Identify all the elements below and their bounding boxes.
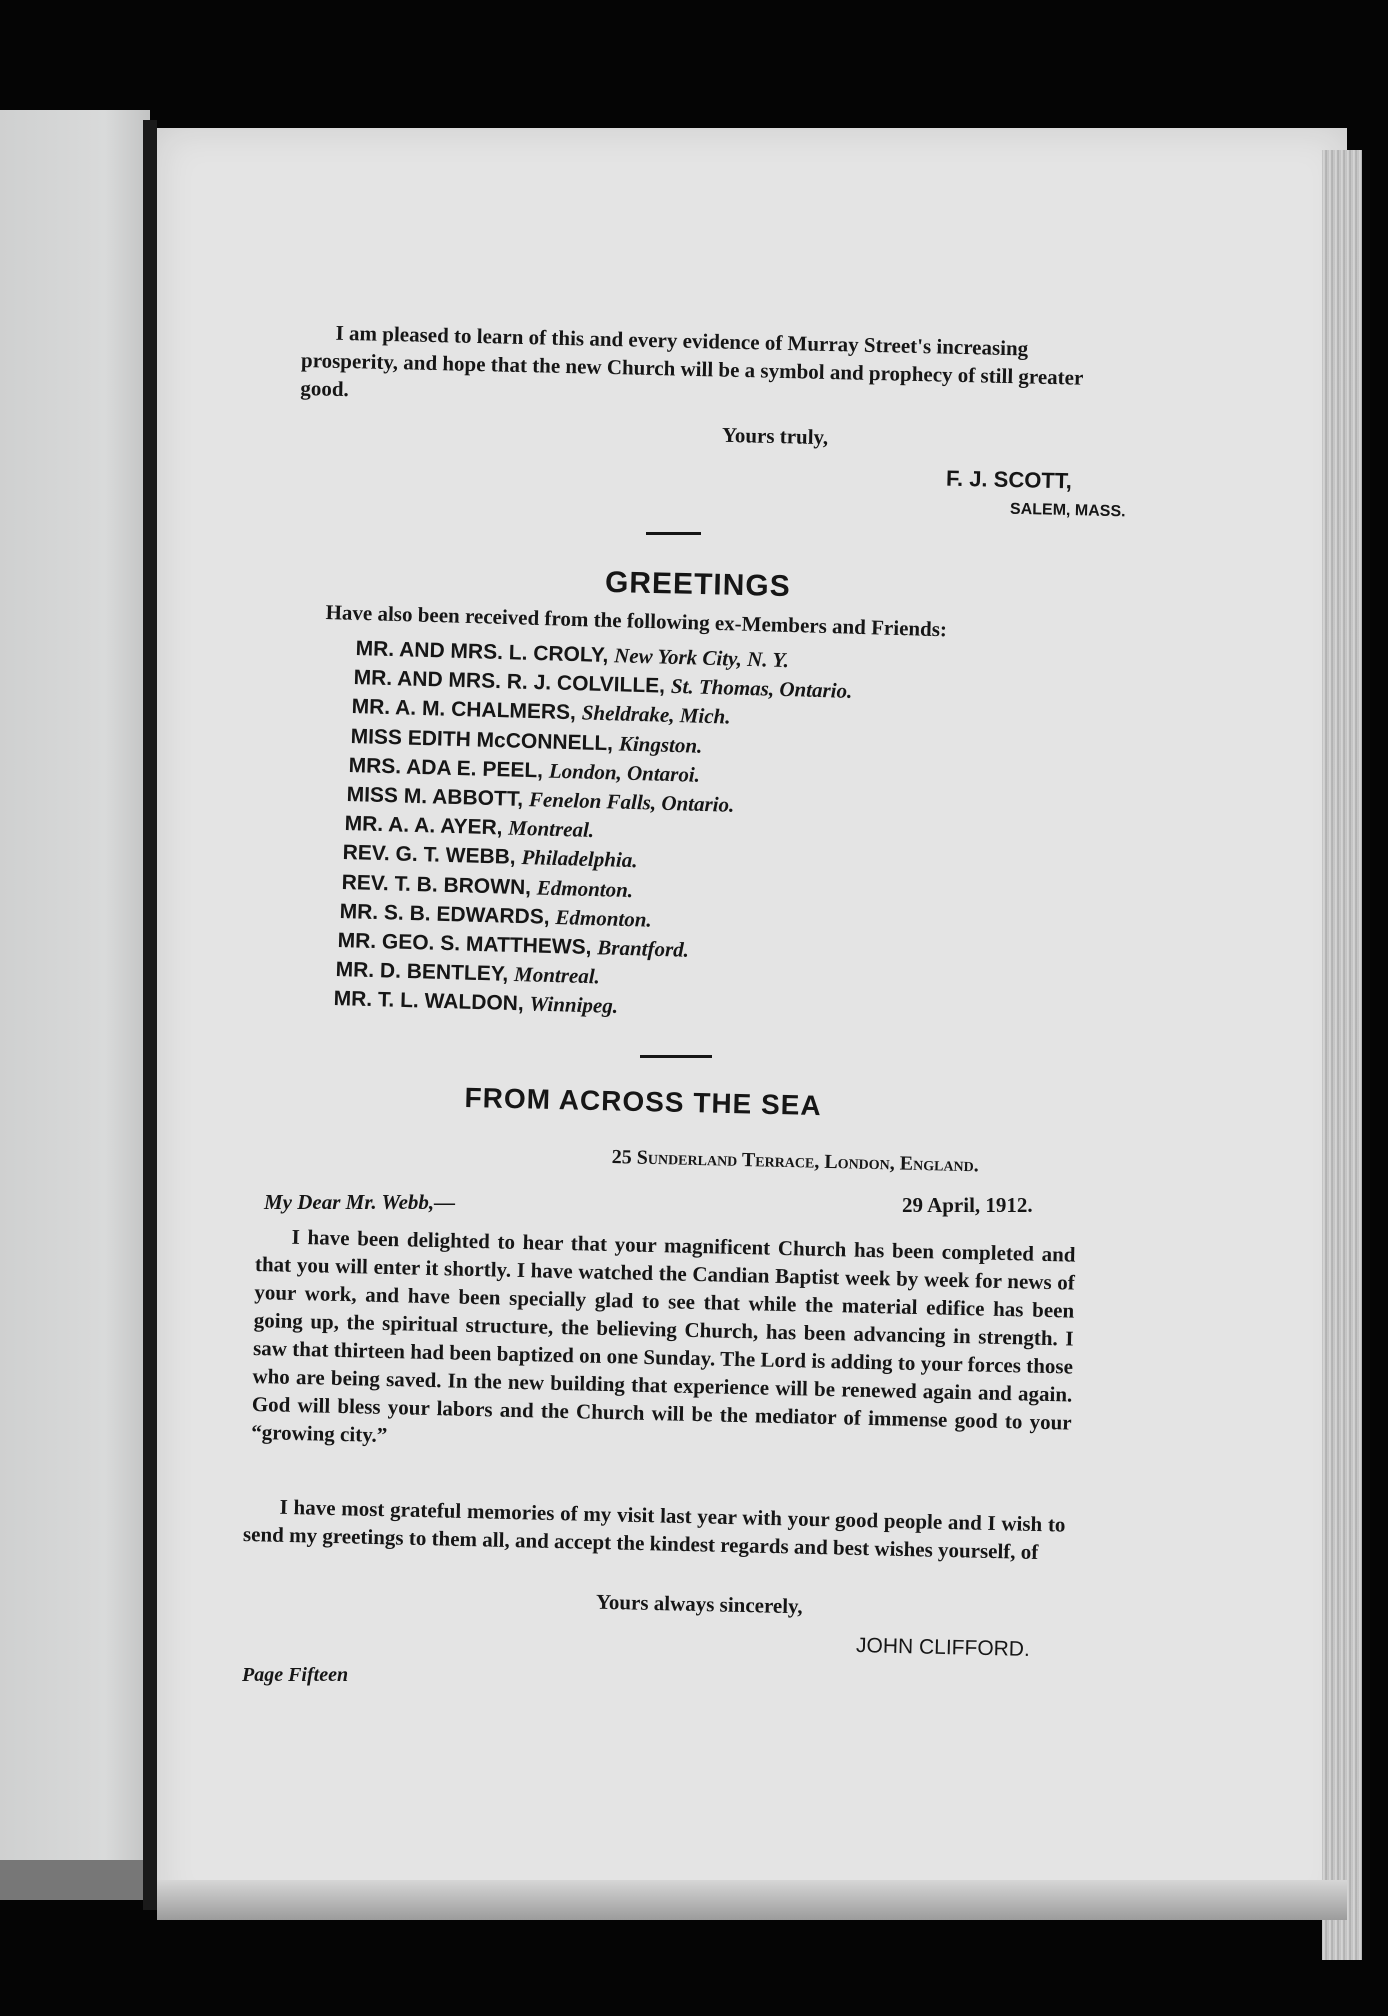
greeting-place: Philadelphia. (521, 845, 639, 873)
greeting-place: Edmonton. (536, 875, 634, 902)
greeting-name: MR. S. B. EDWARDS, (339, 899, 550, 929)
letter2-closing: Yours always sincerely, (595, 1589, 803, 1619)
letter2-paragraph-1: I have been delighted to hear that your magnificent Church has been completed and that you will enter it shortly. I have watched the Candian Baptist week by week for news of your work, and have been specially glad to see that while the material edifice has been going up, the spiritual structure, the believing Church, has been advancing in strength. I saw that thirteen had been baptized on one Sunday. The Lord is adding to your forces those who are being saved. In the new building that experience will be renewed again and again. God will bless your labors and the Church will be the mediator of immense good to your “growing city.” (250, 1224, 1076, 1448)
greeting-name: MR. GEO. S. MATTHEWS, (337, 928, 592, 960)
greeting-name: REV. G. T. WEBB, (342, 841, 517, 870)
greeting-place: Fenelon Falls, Ontario. (528, 787, 735, 817)
book-gutter (143, 120, 157, 1910)
letter2-address: 25 Sunderland Terrace, London, England. (611, 1146, 980, 1177)
letter2-paragraph-2: I have most grateful memories of my visit last year with your good people and I wish to send my greetings to them all, and accept the kindest regards and best wishes yourself, of (242, 1494, 1066, 1565)
greeting-place: Edmonton. (554, 904, 652, 932)
greeting-name: MR. AND MRS. R. J. COLVILLE, (353, 666, 666, 698)
facing-page (0, 110, 150, 1890)
page-number: Page Fifteen (242, 1664, 349, 1686)
letter1-closing: Yours truly, (721, 422, 829, 450)
letter2-date: 29 April, 1912. (902, 1193, 1033, 1217)
greeting-place: Sheldrake, Mich. (581, 700, 732, 729)
greeting-place: St. Thomas, Ontario. (670, 674, 853, 704)
greeting-place: Montreal. (508, 815, 595, 843)
greeting-place: London, Ontaroi. (548, 758, 701, 787)
greeting-place: Brantford. (597, 935, 690, 962)
greeting-place: New York City, N. Y. (613, 643, 790, 673)
greeting-name: MR. D. BENTLEY, (335, 958, 509, 986)
greeting-name: MR. T. L. WALDON, (333, 987, 525, 1016)
letter1-body: I am pleased to learn of this and every evidence of Murray Street's increasing prosperity, and hope that the new Church will be a symbol and prophecy of still greater good. (300, 320, 1084, 402)
facing-page-edge (0, 1860, 160, 1900)
greetings-intro: Have also been received from the following ex-Members and Friends: (325, 600, 948, 642)
greeting-name: MR. A. M. CHALMERS, (351, 695, 577, 725)
letter1-signature: F. J. SCOTT, (945, 465, 1073, 494)
letter2-heading: FROM ACROSS THE SEA (464, 1082, 823, 1122)
greeting-name: REV. T. B. BROWN, (340, 870, 531, 899)
page-bottom-edge (157, 1880, 1347, 1920)
divider-rule-2 (640, 1055, 712, 1058)
greeting-name: MISS EDITH McCONNELL, (349, 724, 613, 755)
greeting-name: MISS M. ABBOTT, (346, 782, 524, 811)
greeting-name: MR. AND MRS. L. CROLY, (355, 636, 609, 668)
page-edges (1322, 150, 1362, 1960)
greeting-name: MR. A. A. AYER, (344, 812, 504, 840)
greeting-place: Montreal. (513, 962, 601, 989)
greetings-heading: GREETINGS (604, 565, 792, 604)
letter1-location: SALEM, MASS. (1009, 500, 1126, 521)
divider-rule (646, 532, 701, 535)
letter2-salutation: My Dear Mr. Webb,— (264, 1190, 456, 1214)
greeting-name: MRS. ADA E. PEEL, (348, 753, 544, 783)
greeting-place: Kingston. (618, 731, 703, 758)
letter2-signature: JOHN CLIFFORD. (855, 1634, 1031, 1661)
greeting-place: Winnipeg. (529, 991, 619, 1019)
